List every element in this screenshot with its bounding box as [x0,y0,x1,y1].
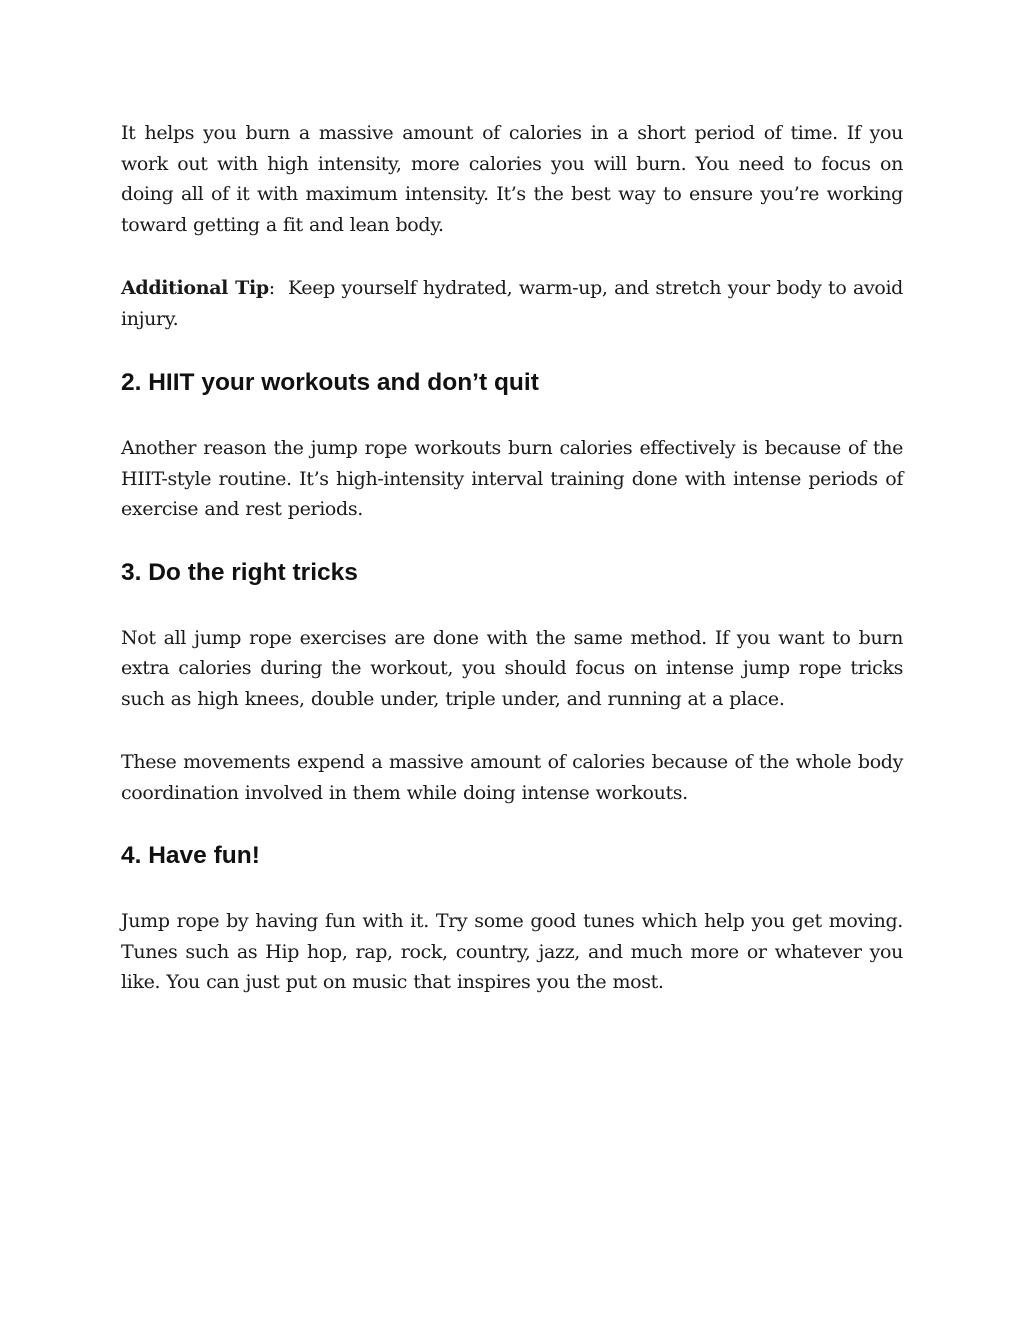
section-heading-have-fun: 4. Have fun! [121,842,260,869]
additional-tip-text: Keep yourself hydrated, warm-up, and stretch your body to avoid injury. [121,277,903,330]
article-body [121,118,903,1031]
additional-tip-label: Additional Tip [121,277,269,299]
section-heading-right-tricks: 3. Do the right tricks [121,558,358,586]
section-heading-hiit: 2. HIIT your workouts and don’t quit [121,369,539,396]
section-paragraph-hiit: Another reason the jump rope workouts burn calories effectively is because of the HIIT-style routine. It’s high-intensity interval training done with intense periods of exercise and rest periods. [121,437,903,520]
section-paragraph-have-fun: Jump rope by having fun with it. Try some good tunes which help you get moving. Tunes such as Hip hop, rap, rock, country, jazz, and much more or whatever you like. You can just put on music that inspires you the most. [121,910,903,993]
intro-paragraph: It helps you burn a massive amount of calories in a short period of time. If you work out with high intensity, more calories you will burn. You need to focus on doing all of it with maximum intensity. It’s the best way to ensure you’re working toward getting a fit and lean body. [121,122,903,236]
additional-tip-colon: : [268,277,275,299]
section-paragraph-right-tricks-1: Not all jump rope exercises are done with the same method. If you want to burn extra calories during the workout, you should focus on intense jump rope tricks such as high knees, double under, triple under, and running at a place. [121,626,903,710]
section-paragraph-right-tricks-2: These movements expend a massive amount of calories because of the whole body coordination involved in them while doing intense workouts. [121,751,903,804]
additional-tip-paragraph [121,273,903,334]
